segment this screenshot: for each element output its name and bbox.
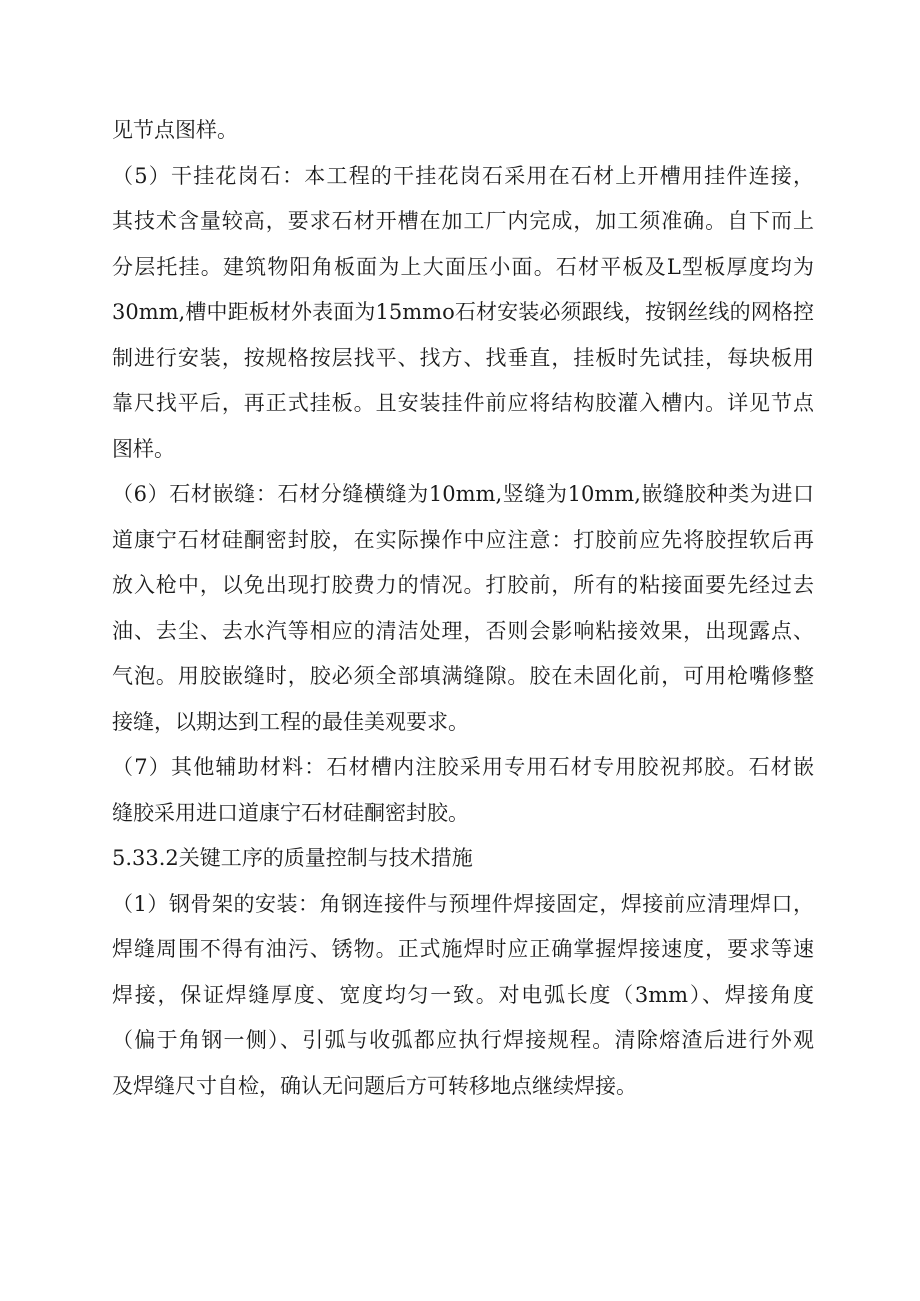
text-line: 放入枪中，以免出现打胶费力的情况。打胶前，所有的粘接面要先经过去 [112,573,814,597]
text-line: 及焊缝尺寸自检，确认无问题后方可转移地点继续焊接。 [112,1073,637,1098]
text-line: 焊缝周围不得有油污、锈物。正式施焊时应正确掌握焊接速度，要求等速 [112,937,814,961]
text-line: 图样。 [112,436,175,461]
text-line: 5.33.2关键工序的质量控制与技术措施 [112,846,473,870]
text-line: 见节点图样。 [112,118,238,142]
body-text [112,108,814,1109]
text-line: 缝胶采用进口道康宁石材硅酮密封胶。 [112,800,469,825]
text-line: （7）其他辅助材料：石材槽内注胶采用专用石材专用胶祝邦胶。石材嵌 [112,755,814,779]
text-line: 制进行安装，按规格按层找平、找方、找垂直，挂板时先试挂，每块板用 [112,345,814,370]
text-line: 其技术含量较高，要求石材开槽在加工厂内完成，加工须准确。自下而上 [112,209,814,233]
text-line: （6）石材嵌缝：石材分缝横缝为10mm,竖缝为10mm,嵌缝胶种类为进口 [112,482,814,506]
text-line: 油、去尘、去水汽等相应的清洁处理，否则会影响粘接效果，出现露点、 [112,618,814,643]
text-line: 道康宁石材硅酮密封胶，在实际操作中应注意：打胶前应先将胶捏软后再 [112,527,814,552]
text-line: 靠尺找平后，再正式挂板。且安装挂件前应将结构胶灌入槽内。详见节点 [112,391,814,415]
text-line: （偏于角钢一侧）、引弧与收弧都应执行焊接规程。清除熔渣后进行外观 [112,1028,814,1052]
text-line: 30mm,槽中距板材外表面为15mmo石材安装必须跟线，按钢丝线的网格控 [112,300,814,324]
text-line: （1）钢骨架的安装：角钢连接件与预埋件焊接固定，焊接前应清理焊口， [112,891,814,916]
text-line: 接缝，以期达到工程的最佳美观要求。 [112,709,469,734]
text-line: 分层托挂。建筑物阳角板面为上大面压小面。石材平板及L型板厚度均为 [112,254,814,279]
text-line: （5）干挂花岗石：本工程的干挂花岗石采用在石材上开槽用挂件连接， [112,163,814,188]
text-line: 气泡。用胶嵌缝时，胶必须全部填满缝隙。胶在未固化前，可用枪嘴修整 [112,664,814,688]
text-line: 焊接，保证焊缝厚度、宽度均匀一致。对电弧长度（3mm）、焊接角度 [112,982,814,1007]
